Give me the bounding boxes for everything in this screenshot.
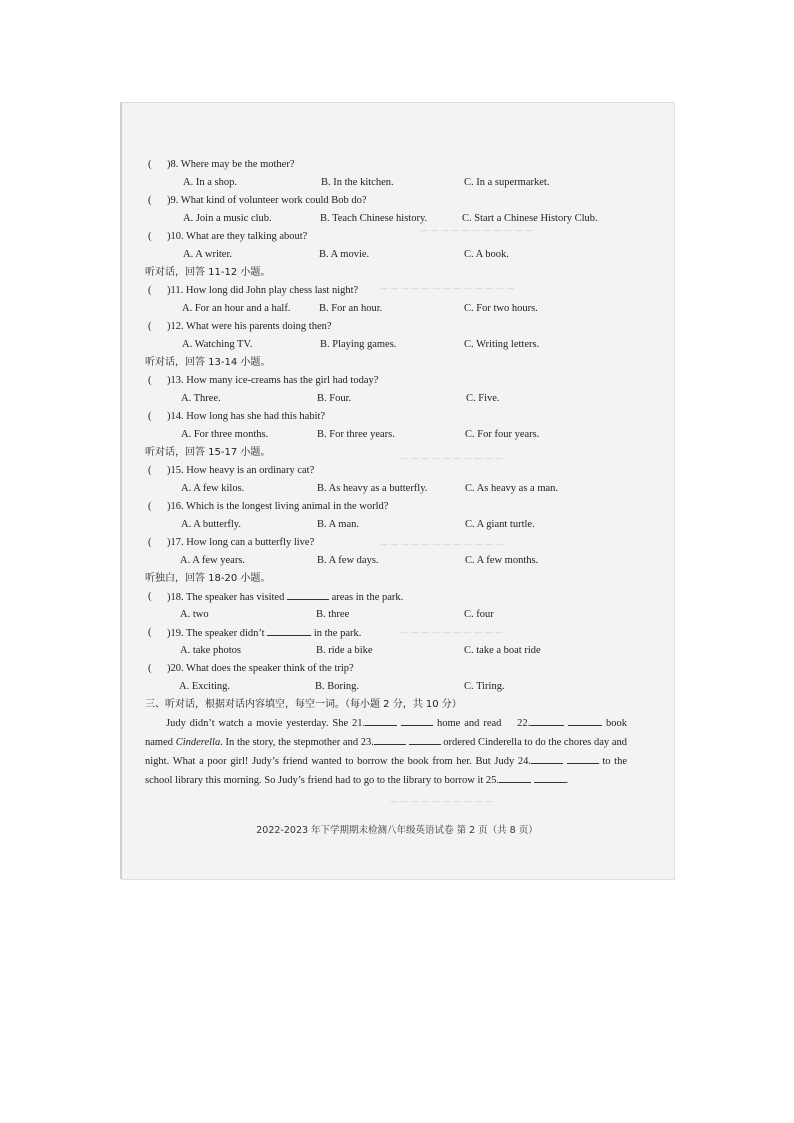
blank-24a	[531, 752, 563, 764]
question-19: ( )19. The speaker didn’t in the park.	[145, 624, 627, 642]
exam-content	[145, 156, 627, 790]
bleed-through-mark: — — — — — — — — — — —	[420, 226, 534, 235]
options-11: A. For an hour and a half. B. For an hour. C. For two hours.	[182, 303, 538, 314]
answer-bracket: (	[148, 465, 152, 476]
options-20: A. Exciting. B. Boring. C. Tiring.	[179, 681, 505, 692]
section-3-title: 三、听对话，根据对话内容填空，每空一词。（每小题 2 分，共 10 分）	[145, 699, 462, 710]
blank-23b	[409, 733, 441, 745]
options-8: A. In a shop. B. In the kitchen. C. In a supermarket.	[183, 177, 550, 188]
answer-bracket: (	[148, 231, 152, 242]
section-instruction: 听对话，回答 15-17 小题。	[145, 447, 271, 458]
blank-24b	[567, 752, 599, 764]
answer-bracket: (	[148, 195, 152, 206]
options-9: A. Join a music club. B. Teach Chinese history. C. Start a Chinese History Club.	[183, 213, 598, 224]
answer-bracket: (	[148, 501, 152, 512]
options-17: A. A few years. B. A few days. C. A few months.	[180, 555, 539, 566]
options-10: A. A writer. B. A movie. C. A book.	[183, 249, 509, 260]
answer-bracket: (	[148, 411, 152, 422]
question-8: ( )8. Where may be the mother?	[145, 156, 627, 174]
bleed-through-mark: — — — — — — — — — —	[400, 628, 503, 637]
fill-in-passage: Judy didn’t watch a movie yesterday. She 21. home and read 22. book named Cinderella. In the story, the stepmother and 23. ordered Cinderella to do the chores day and night. What a poor girl! Judy’s friend wanted to borrow the book from her. But Judy 24. to the school library this morning. So Judy’s friend had to go to the library to borrow it 25. .	[145, 714, 627, 790]
options-18: A. two B. three C. four	[180, 609, 494, 620]
section-instruction: 听对话，回答 13-14 小题。	[145, 357, 271, 368]
blank-25b	[534, 771, 566, 783]
question-17: ( )17. How long can a butterfly live?	[145, 534, 627, 552]
answer-bracket: (	[148, 591, 152, 602]
question-12: ( )12. What were his parents doing then?	[145, 318, 627, 336]
options-19: A. take photos B. ride a bike C. take a boat ride	[180, 645, 541, 656]
fill-blank	[267, 624, 311, 636]
question-15: ( )15. How heavy is an ordinary cat?	[145, 462, 627, 480]
question-14: ( )14. How long has she had this habit?	[145, 408, 627, 426]
question-10: ( )10. What are they talking about?	[145, 228, 627, 246]
blank-22a	[530, 714, 564, 726]
question-20: ( )20. What does the speaker think of the trip?	[145, 660, 627, 678]
blank-22b	[568, 714, 602, 726]
blank-21a	[365, 714, 397, 726]
blank-25a	[499, 771, 531, 783]
fill-blank	[287, 588, 329, 600]
options-13: A. Three. B. Four. C. Five.	[181, 393, 500, 404]
bleed-through-mark: — — — — — — — — — — — — —	[380, 284, 515, 293]
bleed-through-mark: — — — — — — — — — — — —	[380, 540, 504, 549]
question-13: ( )13. How many ice-creams has the girl had today?	[145, 372, 627, 390]
answer-bracket: (	[148, 285, 152, 296]
options-15: A. A few kilos. B. As heavy as a butterfly. C. As heavy as a man.	[181, 483, 559, 494]
options-14: A. For three months. B. For three years. C. For four years.	[181, 429, 540, 440]
options-12: A. Watching TV. B. Playing games. C. Writing letters.	[182, 339, 540, 350]
answer-bracket: (	[148, 537, 152, 548]
answer-bracket: (	[148, 627, 152, 638]
blank-21b	[401, 714, 433, 726]
options-16: A. A butterfly. B. A man. C. A giant turtle.	[181, 519, 535, 530]
question-18: ( )18. The speaker has visited areas in the park.	[145, 588, 627, 606]
question-9: ( )9. What kind of volunteer work could Bob do?	[145, 192, 627, 210]
section-instruction: 听对话，回答 11-12 小题。	[145, 267, 271, 278]
answer-bracket: (	[148, 375, 152, 386]
blank-23a	[374, 733, 406, 745]
question-16: ( )16. Which is the longest living animal in the world?	[145, 498, 627, 516]
page-footer: 2022-2023 年下学期期末检测八年级英语试卷 第 2 页（共 8 页）	[256, 825, 538, 836]
question-11: ( )11. How long did John play chess last night?	[145, 282, 627, 300]
bleed-through-mark: — — — — — — — — — —	[400, 454, 503, 463]
answer-bracket: (	[148, 663, 152, 674]
answer-bracket: (	[148, 321, 152, 332]
bleed-through-mark: — — — — — — — — — —	[390, 797, 493, 806]
answer-bracket: (	[148, 159, 152, 170]
section-instruction: 听独白，回答 18-20 小题。	[145, 573, 271, 584]
